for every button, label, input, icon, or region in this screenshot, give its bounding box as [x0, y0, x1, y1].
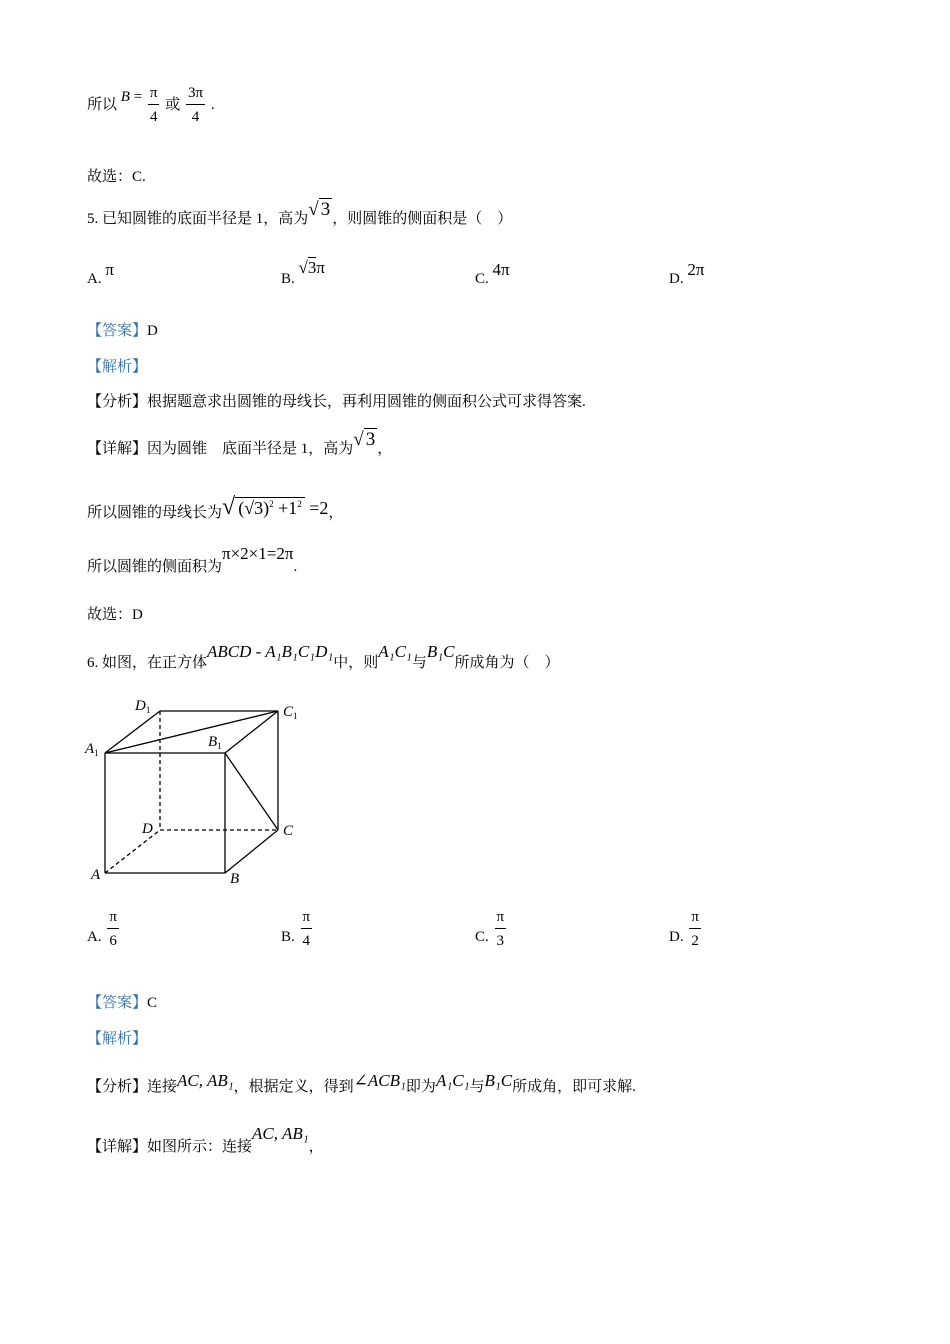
- q6-option-a: [87, 906, 121, 953]
- option-label: D.: [669, 271, 684, 287]
- line-b1c: B₁C: [426, 642, 455, 661]
- answer-6: [87, 993, 157, 1013]
- frac-num: π: [107, 906, 119, 929]
- lines-ac-ab1: AC, AB₁: [177, 1071, 234, 1090]
- text-prefix: 所以: [87, 97, 118, 113]
- paren-close: ): [263, 498, 270, 518]
- lines-ac-ab1: AC, AB₁: [252, 1124, 309, 1143]
- area-formula: π×2×1=2π: [222, 544, 294, 563]
- diagonal-b1c: [225, 753, 278, 830]
- xiangjie-5: [87, 429, 393, 459]
- analysis-tag-6: 【解析】: [87, 1031, 148, 1047]
- q5-text-end: ，则圆锥的侧面积是（ ）: [332, 211, 513, 227]
- choice-line: 故选：C.: [87, 169, 146, 185]
- option-label: D.: [669, 928, 684, 945]
- label-c1: $C_1$: [283, 704, 298, 721]
- option-fraction: [689, 906, 701, 953]
- line-a1c1: A₁C₁: [378, 642, 412, 661]
- frac-den: 3: [496, 933, 505, 949]
- option-label: A.: [87, 928, 102, 945]
- fenxi-text-end: 所成角，即可求解.: [512, 1079, 636, 1095]
- radicand: 3: [365, 429, 376, 450]
- plus-one: +1: [273, 498, 298, 518]
- option-label: B.: [281, 928, 295, 945]
- option-label: C.: [475, 271, 489, 287]
- text: 所以圆锥的侧面积为: [87, 559, 223, 575]
- equals-two: =2: [309, 498, 329, 518]
- q6-option-c: [475, 906, 508, 953]
- text-with: 与: [411, 655, 427, 671]
- label-d1: $D_1$: [135, 698, 151, 715]
- exp: 2: [269, 499, 274, 509]
- fenxi-text: 根据题意求出圆锥的母线长，再利用圆锥的侧面积公式可求得答案.: [147, 394, 586, 410]
- eq-sign: =: [133, 89, 143, 105]
- answer-5: [87, 321, 158, 341]
- answer-tag: 【答案】: [87, 995, 148, 1011]
- fraction-pi-4: [148, 82, 160, 129]
- exp: 2: [297, 499, 302, 509]
- question-5: [87, 199, 513, 229]
- xiangjie-tag: 【详解】: [87, 1139, 148, 1155]
- fenxi-6: [87, 1071, 636, 1097]
- slant-height-line: [87, 494, 344, 523]
- text-with: 与: [469, 1079, 485, 1095]
- paren-open: (: [238, 498, 245, 518]
- comma: ，: [328, 505, 344, 521]
- option-label: A.: [87, 271, 102, 287]
- slant-formula: √ $(√3)^2 +1^2 =2$: [222, 494, 329, 520]
- answer-value: D: [147, 323, 158, 339]
- radicand: 3: [320, 199, 331, 220]
- q6-option-d: [669, 906, 703, 953]
- question-6: [87, 642, 560, 673]
- option-fraction: [301, 906, 313, 953]
- fenxi-text-jiwei: 即为: [405, 1079, 436, 1095]
- frac-den: 4: [191, 109, 200, 126]
- label-b1: $B_1$: [208, 734, 222, 751]
- q6-text: 6. 如图，在正方体: [87, 655, 208, 671]
- frac-num: 3π: [186, 82, 205, 105]
- frac-num: π: [689, 906, 701, 929]
- xiangjie-text: 因为圆锥 底面半径是 1，高为: [147, 441, 354, 457]
- cube-diagram: [80, 690, 320, 890]
- fenxi-text-mid: ，根据定义，得到: [233, 1079, 354, 1095]
- frac-num: π: [301, 906, 313, 929]
- option-value: 4π: [492, 260, 510, 279]
- conclusion-line: [87, 80, 215, 130]
- option-value: π: [105, 260, 114, 279]
- fraction-3pi-4: [186, 82, 205, 129]
- label-b: B: [230, 871, 240, 887]
- q6-option-b: [281, 906, 314, 953]
- frac-den: 4: [302, 933, 311, 949]
- analysis-tag-5: 【解析】: [87, 359, 148, 375]
- line-a1c1: A₁C₁: [435, 1071, 470, 1090]
- xiangjie-6: [87, 1124, 324, 1157]
- q5-option-b: [281, 258, 325, 288]
- angle-acb1: ∠ACB₁: [353, 1071, 406, 1090]
- frac-num: π: [495, 906, 507, 929]
- period: .: [293, 559, 298, 575]
- option-value: π: [316, 258, 325, 277]
- cube-name: ABCD - A₁B₁C₁D₁: [207, 642, 334, 661]
- var-b: B: [120, 89, 130, 105]
- fenxi-tag: 【分析】: [87, 1079, 148, 1095]
- xiangjie-text-end: ，: [377, 441, 393, 457]
- fenxi-5: [87, 392, 586, 412]
- edge-bc: [225, 830, 278, 873]
- frac-den: 4: [149, 109, 158, 126]
- fenxi-tag: 【分析】: [87, 394, 148, 410]
- q6-text-end: 所成角为（ ）: [454, 655, 560, 671]
- q6-text-mid: 中，则: [333, 655, 379, 671]
- frac-num: π: [148, 82, 160, 105]
- line-b1c: B₁C: [484, 1071, 513, 1090]
- fenxi-text: 连接: [147, 1079, 178, 1095]
- label-a1: $A_1$: [85, 741, 99, 758]
- q5-option-c: [475, 260, 510, 288]
- q5-option-d: [669, 260, 705, 288]
- answer-value: C: [147, 995, 158, 1011]
- frac-den: 6: [109, 933, 117, 949]
- label-a: A: [91, 867, 101, 883]
- lateral-area-line: [87, 544, 298, 577]
- radicand: 3: [307, 258, 317, 277]
- text: 所以圆锥的母线长为: [87, 505, 223, 521]
- label-d: D: [142, 821, 153, 837]
- option-fraction: [107, 906, 119, 953]
- option-label: C.: [475, 928, 489, 945]
- option-fraction: [495, 906, 507, 953]
- comma: ，: [308, 1139, 324, 1155]
- frac-den: 2: [691, 933, 699, 949]
- period: .: [210, 97, 215, 113]
- label-c: C: [283, 823, 294, 839]
- xiangjie-tag: 【详解】: [87, 441, 148, 457]
- option-value: 2π: [687, 260, 705, 279]
- text-or: 或: [165, 97, 181, 113]
- q5-option-a: [87, 260, 114, 288]
- sqrt-3: √ 3: [308, 199, 331, 220]
- q5-text: 5. 已知圆锥的底面半径是 1，高为: [87, 211, 309, 227]
- choice-5: 故选：D: [87, 607, 143, 623]
- answer-tag: 【答案】: [87, 323, 148, 339]
- option-value-group: √3π: [298, 258, 325, 277]
- option-label: B.: [281, 271, 295, 287]
- xiangjie-text: 如图所示：连接: [147, 1139, 253, 1155]
- radicand: 3: [254, 498, 264, 518]
- sqrt-3: √ 3: [353, 429, 376, 450]
